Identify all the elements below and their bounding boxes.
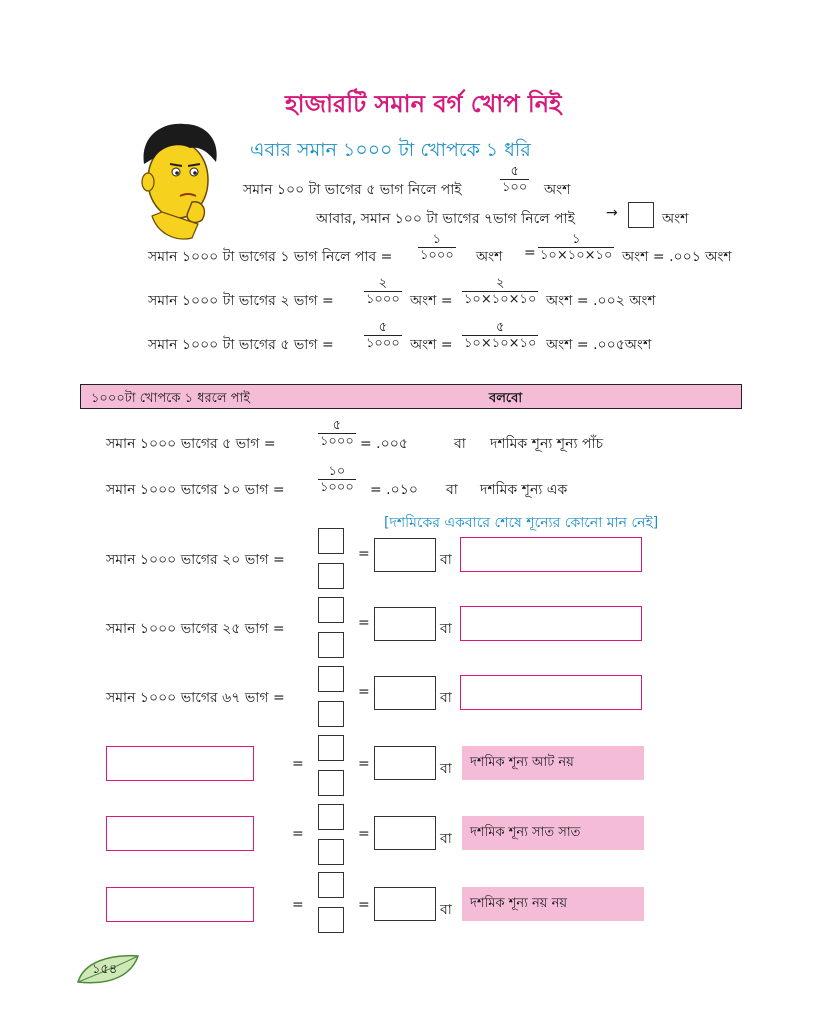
row-3-text: সমান ১০০০ টা ভাগের ৫ ভাগ = [148,337,334,353]
example-1-value: = .০০৫ [360,436,408,452]
section-subtitle: এবার সমান ১০০০ টা খোপকে ১ ধরি [250,139,531,161]
equals-sign: = [358,615,370,631]
words-input-box[interactable] [460,537,642,572]
intro-suffix-2: অংশ [662,211,689,227]
row-3-fraction-2 [462,320,538,351]
fraction-denominator: ১০০০ [366,336,400,351]
expression-input-box[interactable] [106,887,254,922]
decimal-input-box[interactable] [374,746,436,780]
decimal-input-box[interactable] [374,607,436,641]
denominator-input-box[interactable] [318,632,344,658]
intro-suffix-1: অংশ [544,182,571,198]
fraction-numerator: ২ [378,276,388,291]
row-3-mid: অংশ = [410,337,453,353]
row-3-fraction [364,320,402,351]
fraction-numerator: ১০ [328,464,346,479]
fraction-denominator: ১০০০ [420,248,454,263]
row-1-eq: = [524,245,536,261]
fraction-numerator: ৫ [496,320,505,335]
section-banner [80,384,742,409]
row-2-fraction [364,276,402,307]
words-label: দশমিক শূন্য আট নয় [462,746,644,780]
numerator-input-box[interactable] [318,872,344,898]
ba-text: বা [440,552,452,568]
example-1-text: সমান ১০০০ ভাগের ৫ ভাগ = [106,436,276,452]
fraction-denominator: ১০০ [502,180,528,195]
fraction-denominator: ১০×১০×১০ [464,292,537,307]
exercise-1-text: সমান ১০০০ ভাগের ২০ ভাগ = [106,552,285,568]
words-input-box[interactable] [460,675,642,710]
words-label: দশমিক শূন্য সাত সাত [462,816,644,850]
exercise-2-text: সমান ১০০০ ভাগের ২৫ ভাগ = [106,621,285,637]
banner-left: ১০০০টা খোপকে ১ ধরলে পাই [91,391,251,406]
words-label: দশমিক শূন্য নয় নয় [462,887,644,921]
page-number: ১৫৪ [92,962,118,977]
equals-sign: = [358,756,370,772]
ba-text: বা [440,902,452,918]
denominator-input-box[interactable] [318,563,344,589]
row-1-tail: অংশ = .০০১ অংশ [622,249,732,265]
intro-line-2: আবার, সমান ১০০ টা ভাগের ৭ভাগ নিলে পাই [316,211,575,227]
equals-sign: = [292,897,304,913]
denominator-input-box[interactable] [318,701,344,727]
numerator-input-box[interactable] [318,528,344,554]
denominator-input-box[interactable] [318,770,344,796]
decimal-input-box[interactable] [374,887,436,921]
words-input-box[interactable] [460,606,642,641]
equals-sign: = [358,897,370,913]
decimal-input-box[interactable] [374,676,436,710]
equals-sign: = [358,546,370,562]
ba-text: বা [440,690,452,706]
equals-sign: = [292,826,304,842]
page-title: হাজারটি সমান বর্গ খোপ নিই [285,90,562,118]
numerator-input-box[interactable] [318,597,344,623]
fraction-denominator: ১০০০ [320,480,354,495]
fraction-numerator: ১ [432,232,442,247]
arrow-right-icon: → [606,205,618,221]
fraction-denominator: ১০×১০×১০ [540,248,613,263]
example-1-ba: বা [454,436,466,452]
row-1-text: সমান ১০০০ টা ভাগের ১ ভাগ নিলে পাব = [148,249,393,265]
decimal-input-box[interactable] [374,816,436,850]
answer-box[interactable] [628,202,654,228]
example-2-words: দশমিক শূন্য এক [480,482,568,498]
example-2-ba: বা [446,482,458,498]
banner-right: বলবো [489,391,523,406]
denominator-input-box[interactable] [318,839,344,865]
ba-text: বা [440,621,452,637]
example-1-words: দশমিক শূন্য শূন্য পাঁচ [490,436,604,452]
row-1-mid: অংশ [476,249,503,265]
fraction-denominator: ১০×১০×১০ [464,336,537,351]
row-1-fraction-2 [538,232,614,263]
equals-sign: = [358,684,370,700]
example-2-value: = .০১০ [370,482,418,498]
fraction-numerator: ৫ [332,418,342,433]
denominator-input-box[interactable] [318,907,344,933]
fraction-numerator: ২ [496,276,505,291]
row-3-tail: অংশ = .০০৫অংশ [546,337,652,353]
equals-sign: = [358,826,370,842]
equals-sign: = [292,756,304,772]
intro-line-1: সমান ১০০ টা ভাগের ৫ ভাগ নিলে পাই [243,182,462,198]
fraction-numerator: ৫ [378,320,388,335]
row-2-mid: অংশ = [410,293,453,309]
expression-input-box[interactable] [106,746,254,781]
exercise-3-text: সমান ১০০০ ভাগের ৬৭ ভাগ = [106,690,285,706]
thinking-boy-illustration [132,116,230,244]
example-1-fraction [318,418,356,449]
numerator-input-box[interactable] [318,804,344,830]
fraction-denominator: ১০০০ [366,292,400,307]
row-2-text: সমান ১০০০ টা ভাগের ২ ভাগ = [148,293,334,309]
ba-text: বা [440,761,452,777]
note-text: [দশমিকের একবারে শেষে শূন্যের কোনো মান নেই] [384,515,659,531]
ba-text: বা [440,831,452,847]
row-2-fraction-2 [462,276,538,307]
numerator-input-box[interactable] [318,666,344,692]
row-1-fraction [418,232,456,263]
fraction-denominator: ১০০০ [320,434,354,449]
row-2-tail: অংশ = .০০২ অংশ [546,293,656,309]
expression-input-box[interactable] [106,816,254,851]
decimal-input-box[interactable] [374,538,436,572]
intro-fraction [500,164,529,195]
fraction-numerator: ১ [572,232,581,247]
numerator-input-box[interactable] [318,735,344,761]
fraction-numerator: ৫ [510,164,519,179]
example-2-text: সমান ১০০০ ভাগের ১০ ভাগ = [106,482,285,498]
example-2-fraction [318,464,356,495]
